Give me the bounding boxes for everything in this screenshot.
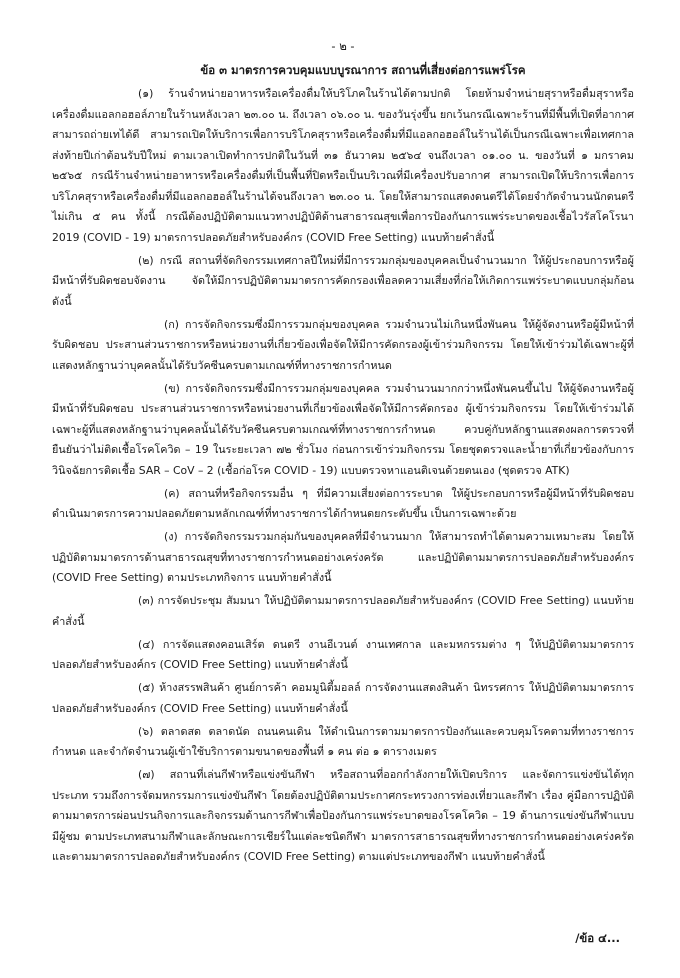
paragraph-4: (๔) การจัดแสดงคอนเสิร์ต ดนตรี งานอีเวนต์ งานเทศกาล และมหกรรมต่าง ๆ ให้ปฏิบัติตามมาตรการปลอดภัยสำหรับองค์กร (COVID Free Setting) แนบท้ายคำสั่งนี้	[52, 637, 634, 671]
paragraph-3: (๓) การจัดประชุม สัมมนา ให้ปฏิบัติตามมาตรการปลอดภัยสำหรับองค์กร (COVID Free Setting) แนบท้ายคำสั่งนี้	[52, 594, 634, 628]
subparagraph-kha: (ข) การจัดกิจกรรมซึ่งมีการรวมกลุ่มของบุคคล รวมจำนวนมากกว่าหนึ่งพันคนขึ้นไป ให้ผู้จัดงานหรือผู้มีหน้าที่รับผิดชอบ ประสานส่วนราชการหรือหน่วยงานที่เกี่ยวข้องเพื่อจัดให้มีการคัดกรอง ผู้เข้าร่วมกิจกรรม โดยให้เข้าร่วมได้เฉพาะผู้ที่แสดงหลักฐานว่าบุคคลนั้นได้รับวัคซีนครบตามเกณฑ์ที่ทางราชการกำหนด ควบคู่กับหลักฐานแสดงผลการตรวจที่ยืนยันว่าไม่ติดเชื้อโรคโควิด – 19 ในระยะเวลา ๗๒ ชั่วโมง ก่อนการเข้าร่วมกิจกรรม โดยชุดตรวจและน้ำยาที่เกี่ยวข้องกับการวินิจฉัยการติดเชื้อ SAR – CoV – 2 (เชื้อก่อโรค COVID - 19) แบบตรวจหาแอนติเจนด้วยตนเอง (ชุดตรวจ ATK)	[52, 381, 634, 477]
paragraph-2: (๒) กรณี สถานที่จัดกิจกรรมเทศกาลปีใหม่ที่มีการรวมกลุ่มของบุคคลเป็นจำนวนมาก ให้ผู้ประกอบการหรือผู้มีหน้าที่รับผิดชอบจัดงาน จัดให้มีการปฏิบัติตามมาตรการคัดกรองเพื่อลดความเสี่ยงที่ก่อให้เกิดการแพร่ระบาดแบบกลุ่มก้อน ดังนี้	[52, 253, 634, 308]
paragraph-6: (๖) ตลาดสด ตลาดนัด ถนนคนเดิน ให้ดำเนินการตามมาตรการป้องกันและควบคุมโรคตามที่ทางราชการกำหนด และจำกัดจำนวนผู้เข้าใช้บริการตามขนาดของพื้นที่ ๑ คน ต่อ ๑ ตารางเมตร	[52, 724, 634, 758]
continuation-marker: /ข้อ ๔...	[575, 931, 620, 945]
paragraph-7: (๗) สถานที่เล่นกีฬาหรือแข่งขันกีฬา หรือสถานที่ออกกำลังกายให้เปิดบริการ และจัดการแข่งขันได้ทุกประเภท รวมถึงการจัดมหกรรมการแข่งขันกีฬา โดยต้องปฏิบัติตามประกาศกระทรวงการท่องเที่ยวและกีฬา เรื่อง คู่มือการปฏิบัติตามมาตรการผ่อนปรนกิจการและกิจกรรมด้านการกีฬาเพื่อป้องกันการแพร่ระบาดของโรคโควิด – 19 ด้านการแข่งขันกีฬาแบบมีผู้ชม ตามประเภทสนามกีฬาและลักษณะการเชียร์ในแต่ละชนิดกีฬา มาตรการสาธารณสุขที่ทางราชการกำหนดอย่างเคร่งครัด และตามมาตรการปลอดภัยสำหรับองค์กร (COVID Free Setting) ตามแต่ประเภทของกีฬา แนบท้ายคำสั่งนี้	[52, 768, 634, 863]
subparagraph-ngo: (ง) การจัดกิจกรรมรวมกลุ่มกันของบุคคลที่มีจำนวนมาก ให้สามารถทำได้ตามความเหมาะสม โดยให้ปฏิบัติตามมาตรการด้านสาธารณสุขที่ทางราชการกำหนดอย่างเคร่งครัด และปฏิบัติตามมาตรการปลอดภัยสำหรับองค์กร (COVID Free Setting) ตามประเภทกิจการ แนบท้ายคำสั่งนี้	[52, 530, 634, 584]
paragraph-1: (๑) ร้านจำหน่ายอาหารหรือเครื่องดื่มให้บริโภคในร้านได้ตามปกติ โดยห้ามจำหน่ายสุราหรือดื่มสุราหรือเครื่องดื่มแอลกอฮอล์ภายในร้านหลังเวลา ๒๓.๐๐ น. ถึงเวลา ๐๖.๐๐ น. ของวันรุ่งขึ้น ยกเว้นกรณีเฉพาะร้านที่มีพื้นที่เปิดที่อากาศสามารถถ่ายเทได้ดี สามารถเปิดให้บริการเพื่อการบริโภคสุราหรือเครื่องดื่มที่มีแอลกอฮอล์ในร้านได้เป็นกรณีเฉพาะเพื่อเทศกาลส่งท้ายปีเก่าต้อนรับปีใหม่ ตามเวลาเปิดทำการปกติในวันที่ ๓๑ ธันวาคม ๒๕๖๔ จนถึงเวลา ๐๑.๐๐ น. ของวันที่ ๑ มกราคม ๒๕๖๕ กรณีร้านจำหน่ายอาหารหรือเครื่องดื่มที่เป็นพื้นที่ปิดหรือเป็นบริเวณที่มีเครื่องปรับอากาศ สามารถเปิดให้บริการเพื่อการบริโภคสุราหรือเครื่องดื่มที่มีแอลกอฮอล์ในร้านได้จนถึงเวลา ๒๓.๐๐ น. โดยให้สามารถแสดงดนตรีได้โดยจำกัดจำนวนนักดนตรีไม่เกิน ๕ คน ทั้งนี้ กรณีต้องปฏิบัติตามแนวทางปฏิบัติด้านสาธารณสุขเพื่อการป้องกันการแพร่ระบาดของเชื้อไวรัสโคโรนา 2019 (COVID - 19) มาตรการปลอดภัยสำหรับองค์กร (COVID Free Setting) แนบท้ายคำสั่งนี้	[52, 87, 634, 244]
paragraph-5: (๕) ห้างสรรพสินค้า ศูนย์การค้า คอมมูนิตี้มอลล์ การจัดงานแสดงสินค้า นิทรรศการ ให้ปฏิบัติตามมาตรการปลอดภัยสำหรับองค์กร (COVID Free Setting) แนบท้ายคำสั่งนี้	[52, 681, 634, 715]
subparagraph-ka: (ก) การจัดกิจกรรมซึ่งมีการรวมกลุ่มของบุคคล รวมจำนวนไม่เกินหนึ่งพันคน ให้ผู้จัดงานหรือผู้มีหน้าที่รับผิดชอบ ประสานส่วนราชการหรือหน่วยงานที่เกี่ยวข้องเพื่อจัดให้มีการคัดกรองผู้เข้าร่วมกิจกรรม โดยให้เข้าร่วมได้เฉพาะผู้ที่แสดงหลักฐานว่าบุคคลนั้นได้รับวัคซีนครบตามเกณฑ์ที่ทางราชการกำหนด	[52, 317, 634, 372]
subparagraph-kho: (ค) สถานที่หรือกิจกรรมอื่น ๆ ที่มีความเสี่ยงต่อการระบาด ให้ผู้ประกอบการหรือผู้มีหน้าที่รับผิดชอบ ดำเนินมาตรการความปลอดภัยตามหลักเกณฑ์ที่ทางราชการได้กำหนดยกระดับขึ้น เป็นการเฉพาะด้วย	[52, 486, 634, 520]
section-heading: ข้อ ๓ มาตรการควบคุมแบบบูรณาการ สถานที่เสี่ยงต่อการแพร่โรค	[200, 63, 526, 77]
page-number: - ๒ -	[331, 39, 355, 53]
